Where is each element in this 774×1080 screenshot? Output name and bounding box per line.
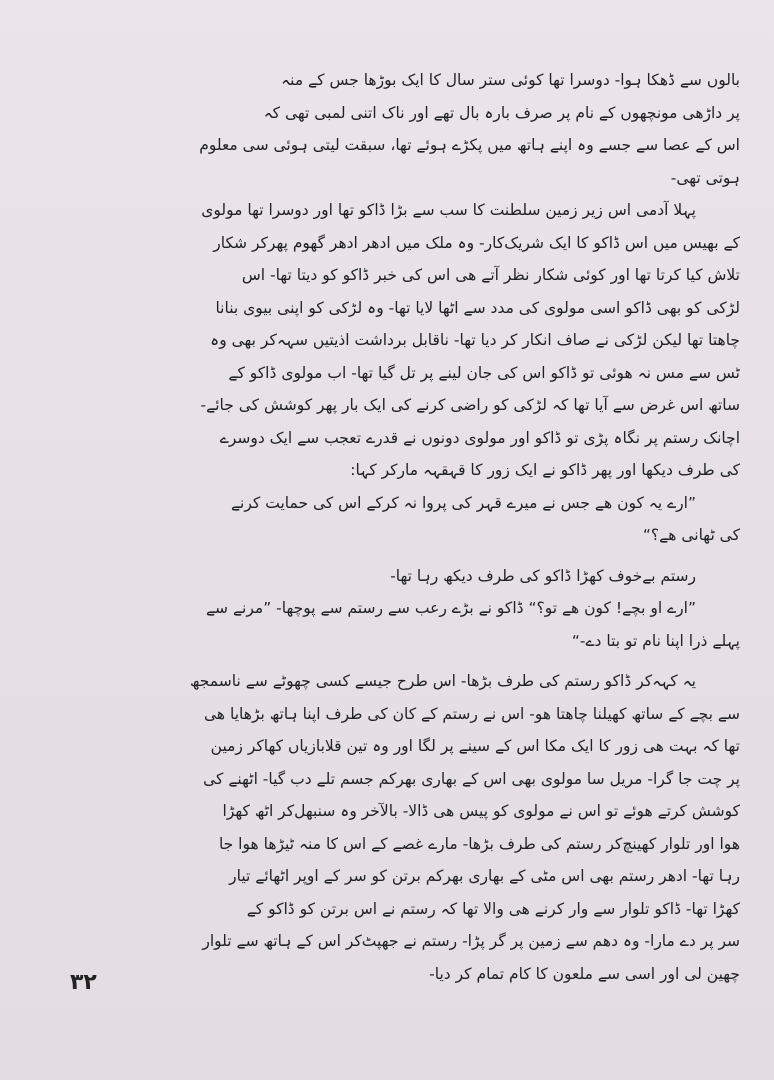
text-line: تھا کہ بہت ھی زور کا ایک مکا اس کے سینے پر لگا اور وہ تین قلابازیاں کھاکر زمین — [210, 737, 740, 755]
text-line: کے بھیس میں اس ڈاکو کا ایک شریک‌کار- وہ ملک میں ادھر ادھر گھوم پھرکر شکار — [213, 233, 740, 252]
text-line: پہلے ذرا اپنا نام تو بتا دے-“ — [571, 631, 740, 650]
page-number: ۳۲ — [70, 970, 97, 995]
text-line: ”ارے او بچے! کون ھے تو؟“ ڈاکو نے بڑے رعب سے رستم سے پوچھا- ”مرنے سے — [205, 599, 696, 617]
text-line: چھین لی اور اسی سے ملعون کا کام تمام کر دیا- — [429, 964, 740, 983]
text-line: ٹس سے مس نہ ھوئی تو ڈاکو اس کی جان لینے پر تل گیا تھا- اب مولوی ڈاکو کے — [228, 363, 740, 382]
text-line: کی ٹھانی ھے؟“ — [642, 526, 740, 544]
text-line: ھوا اور تلوار کھینچ‌کر رستم کی طرف بڑھا- مارے غصے کے اس کا منہ ٹیڑھا ھوا جا — [218, 834, 740, 853]
text-line: پہلا آدمی اس زیر زمین سلطنت کا سب سے بڑا ڈاکو تھا اور دوسرا تھا مولوی — [201, 201, 696, 219]
text-line: پر داڑھی مونچھوں کے نام پر صرف بارہ بال تھے اور ناک اتنی لمبی تھی کہ — [263, 103, 740, 122]
text-line: کھڑا تھا- ڈاکو تلوار سے وار کرنے ھی والا تھا کہ رستم نے اس برتن کو ڈاکو کے — [246, 899, 740, 918]
text-line: اچانک رستم پر نگاہ پڑی تو ڈاکو اور مولوی دونوں نے قدرے تعجب سے ایک دوسرے — [219, 428, 740, 447]
text-line: سر پر دے مارا- وہ دھم سے زمین پر گر پڑا- رستم نے جھپٹ‌کر اس کے ہاتھ سے تلوار — [202, 932, 740, 950]
text-line: کی طرف دیکھا اور پھر ڈاکو نے ایک زور کا قہقہہ مارکر کہا: — [350, 461, 740, 479]
text-line: ساتھ اس غرض سے آیا تھا کہ لڑکی کو راضی کرنے کی ایک بار پھر کوشش کی جائے- — [200, 396, 740, 414]
text-line: کوشش کرتے ھوئے تو اس نے مولوی کو پیس ھی ڈالا- بالآخر وہ سنبھل‌کر اٹھ کھڑا — [222, 802, 740, 820]
text-line: چاھتا تھا لیکن لڑکی نے صاف انکار کر دیا تھا- ناقابل برداشت اذیتیں سہہ‌کر بھی وہ — [210, 331, 740, 349]
body-text — [36, 64, 740, 990]
text-line: ہوتی تھی- — [670, 168, 740, 187]
text-line: رستم بےخوف کھڑا ڈاکو کی طرف دیکھ رہا تھا- — [390, 566, 696, 585]
text-line: رہا تھا- ادھر رستم بھی اس مٹی کے بھاری بھرکم برتن کو سر کے اوپر اٹھائے تیار — [229, 867, 740, 885]
text-line: پر چت جا گرا- مریل سا مولوی بھی اس کے بھاری بھرکم جسم تلے دب گیا- اٹھنے کی — [203, 769, 740, 788]
text-line: بالوں سے ڈھکا ہوا- دوسرا تھا کوئی ستر سال کا ایک بوڑھا جس کے منہ — [281, 71, 740, 89]
text-line: ”ارے یہ کون ھے جس نے میرے قہر کی پروا نہ کرکے اس کی حمایت کرنے — [230, 493, 696, 512]
text-line: لڑکی کو بھی ڈاکو اسی مولوی کی مدد سے اٹھا لایا تھا- وہ لڑکی کو اپنی بیوی بنانا — [215, 298, 740, 317]
text-line: یہ کہہ‌کر ڈاکو رستم کی طرف بڑھا- اس طرح جیسے کسی چھوٹے سے ناسمجھ — [190, 672, 696, 690]
text-line: سے بچے کے ساتھ کھیلنا چاھتا ھو- اس نے رستم کے کان کی طرف اپنا ہاتھ بڑھایا ھی — [203, 704, 740, 723]
text-line: اس کے عصا سے جسے وہ اپنے ہاتھ میں پکڑے ہوئے تھا، سبقت لیتی ہوئی سی معلوم — [199, 136, 740, 154]
text-line: تلاش کیا کرتا تھا اور کوئی شکار نظر آتے ھی اس کی خبر ڈاکو کو دیتا تھا- اس — [241, 266, 740, 284]
